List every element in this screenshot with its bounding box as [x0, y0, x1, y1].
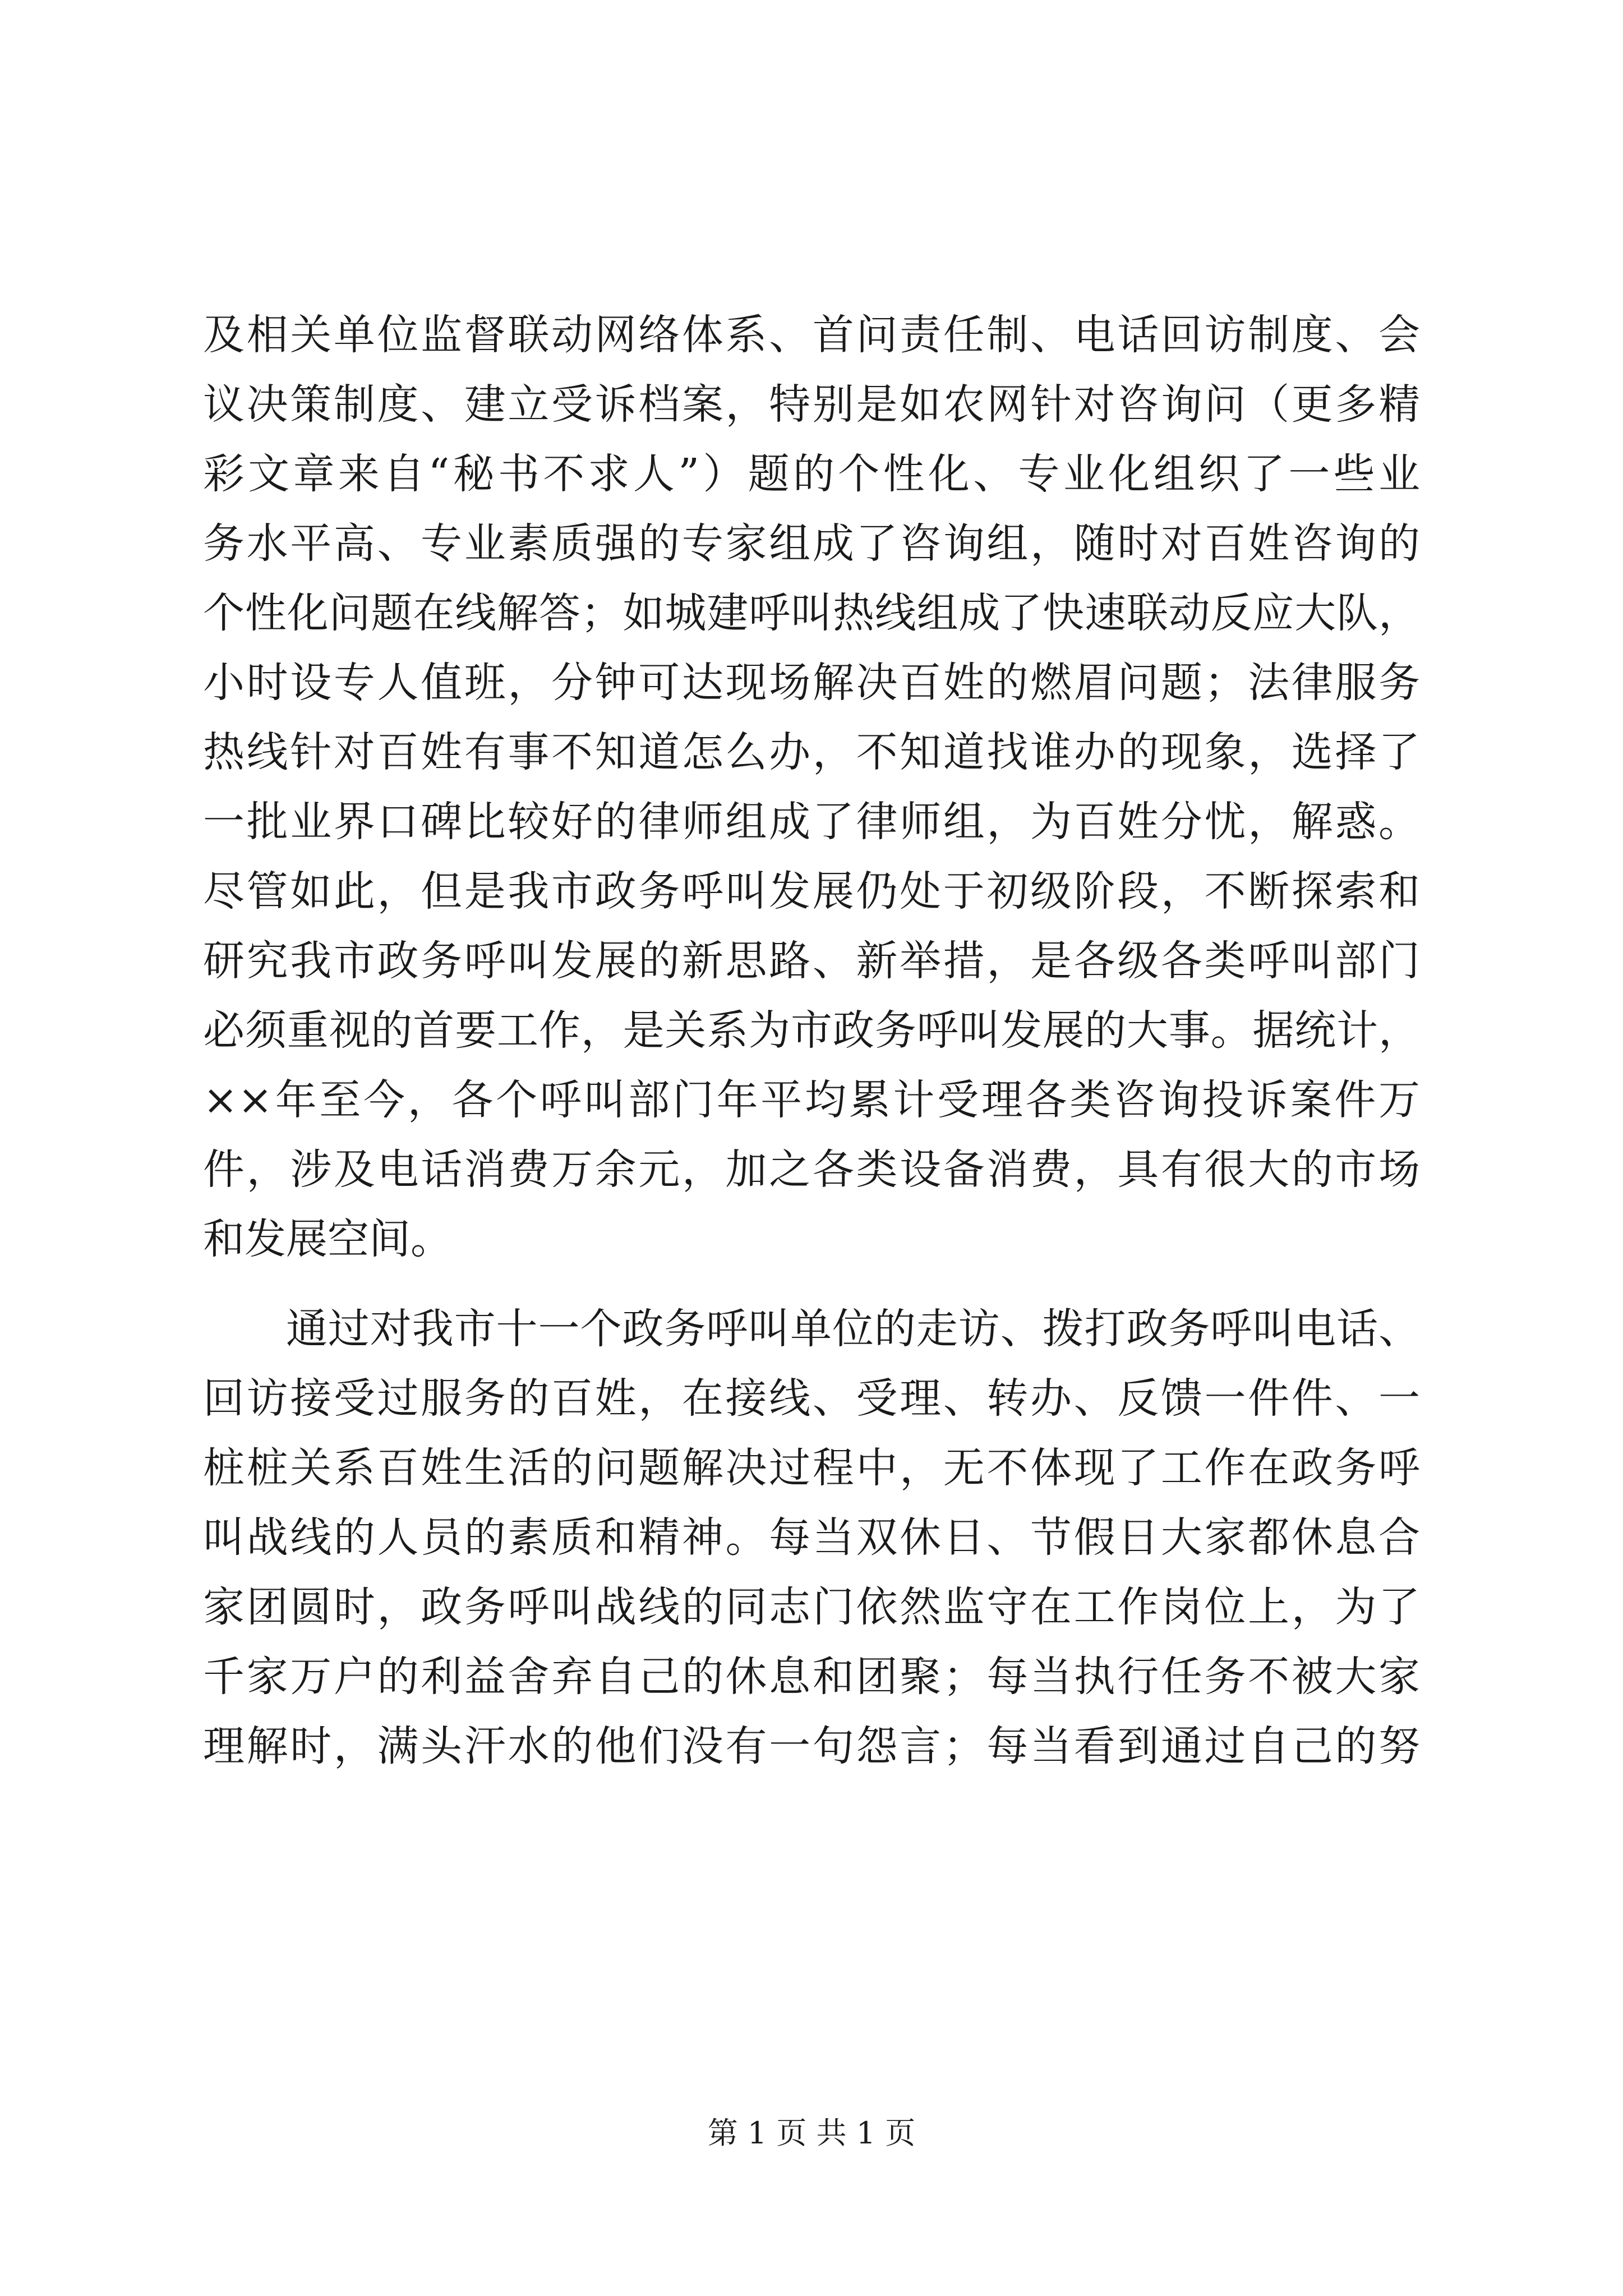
- text-line: 家团圆时，政务呼叫战线的同志门依然监守在工作岗位上，为了: [203, 1583, 1420, 1631]
- text-line: 热线针对百姓有事不知道怎么办，不知道找谁办的现象，选择了: [203, 728, 1420, 776]
- text-line: 研究我市政务呼叫发展的新思路、新举措，是各级各类呼叫部门: [203, 937, 1420, 985]
- text-line: 个性化问题在线解答；如城建呼叫热线组成了快速联动反应大队，: [203, 589, 1420, 637]
- paragraph: [203, 300, 1420, 1274]
- text-line: 千家万户的利益舍弃自己的休息和团聚；每当执行任务不被大家: [203, 1653, 1420, 1701]
- text-line: 回访接受过服务的百姓，在接线、受理、转办、反馈一件件、一: [203, 1374, 1420, 1423]
- text-line: 和发展空间。: [203, 1215, 452, 1263]
- text-line: 叫战线的人员的素质和精神。每当双休日、节假日大家都休息合: [203, 1513, 1420, 1562]
- text-line: 彩文章来自“秘书不求人”）题的个性化、专业化组织了一些业: [203, 450, 1420, 498]
- paragraph: [203, 1294, 1420, 1781]
- paragraph-gap: [203, 1274, 1420, 1294]
- text-line: 议决策制度、建立受诉档案，特别是如农网针对咨询问（更多精: [203, 380, 1420, 429]
- text-line: 桩桩关系百姓生活的问题解决过程中，无不体现了工作在政务呼: [203, 1444, 1420, 1492]
- text-line: 及相关单位监督联动网络体系、首问责任制、电话回访制度、会: [203, 311, 1420, 359]
- body-text: [203, 300, 1420, 1781]
- text-line: 件，涉及电话消费万余元，加之各类设备消费，具有很大的市场: [203, 1145, 1420, 1194]
- text-line: ××年至今，各个呼叫部门年平均累计受理各类咨询投诉案件万: [203, 1076, 1420, 1124]
- text-line: 必须重视的首要工作，是关系为市政务呼叫发展的大事。据统计，: [203, 1006, 1420, 1055]
- text-line: 小时设专人值班，分钟可达现场解决百姓的燃眉问题；法律服务: [203, 659, 1420, 707]
- text-line: 一批业界口碑比较好的律师组成了律师组，为百姓分忧，解惑。: [203, 798, 1420, 846]
- page-number-footer: 第 1 页 共 1 页: [707, 2115, 916, 2151]
- text-line: 尽管如此，但是我市政务呼叫发展仍处于初级阶段，不断探索和: [203, 867, 1420, 915]
- text-line: 理解时，满头汗水的他们没有一句怨言；每当看到通过自己的努: [203, 1722, 1420, 1770]
- text-line: 通过对我市十一个政务呼叫单位的走访、拨打政务呼叫电话、: [286, 1305, 1420, 1353]
- text-line: 务水平高、专业素质强的专家组成了咨询组，随时对百姓咨询的: [203, 519, 1420, 568]
